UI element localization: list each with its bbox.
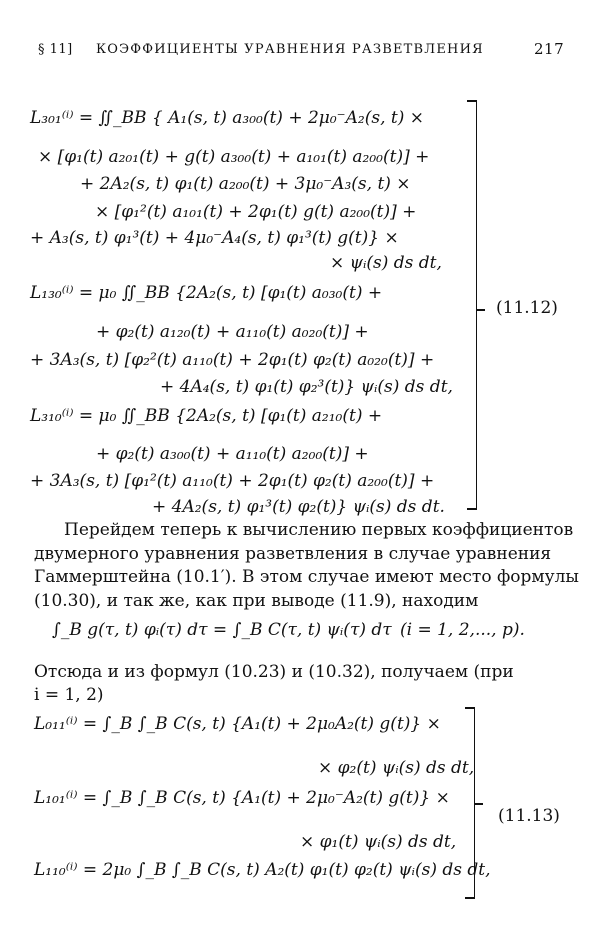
middle-equation-condition: (i = 1, 2,..., p). <box>400 620 525 640</box>
paragraph-line-1: Перейдем теперь к вычислению первых коэффициентов <box>64 520 574 540</box>
brace-bottom-tick <box>467 508 477 510</box>
eq-11-13-line-4: × φ₁(t) ψᵢ(s) ds dt, <box>300 832 457 852</box>
eq-11-12-line-2: × [φ₁(t) a₂₀₁(t) + g(t) a₃₀₀(t) + a₁₀₁(t) a₂₀₀(t)] + <box>38 147 430 167</box>
eq-11-13-line-2: × φ₂(t) ψᵢ(s) ds dt, <box>318 758 475 778</box>
paragraph-line-2: двумерного уравнения разветвления в случае уравнения <box>34 544 552 564</box>
eq-11-12-line-14: + 4A₂(s, t) φ₁³(t) φ₂(t)} ψᵢ(s) ds dt. <box>152 497 445 517</box>
eq-11-12-line-8: + φ₂(t) a₁₂₀(t) + a₁₁₀(t) a₀₂₀(t)] + <box>96 322 369 342</box>
paragraph2-line-1: Отсюда и из формул (10.23) и (10.32), получаем (при <box>34 662 514 682</box>
eq-11-12-line-12: + φ₂(t) a₃₀₀(t) + a₁₁₀(t) a₂₀₀(t)] + <box>96 444 369 464</box>
right-brace-11-12 <box>476 100 477 510</box>
eq-11-12-line-4: × [φ₁²(t) a₁₀₁(t) + 2φ₁(t) g(t) a₂₀₀(t)] + <box>95 202 417 222</box>
eq-11-13-line-3: L₁₀₁⁽ⁱ⁾ = ∫_B ∫_B C(s, t) {A₁(t) + 2μ₀⁻A₂(t) g(t)} × <box>34 788 450 808</box>
eq-11-12-line-11: L₃₁₀⁽ⁱ⁾ = μ₀ ∬_BB {2A₂(s, t) [φ₁(t) a₂₁₀(t) + <box>30 406 383 426</box>
brace-middle-tick <box>477 309 485 311</box>
eq-11-12-line-1: L₃₀₁⁽ⁱ⁾ = ∬_BB { A₁(s, t) a₃₀₀(t) + 2μ₀⁻A₂(s, t) × <box>30 108 425 128</box>
eq-11-13-line-1: L₀₁₁⁽ⁱ⁾ = ∫_B ∫_B C(s, t) {A₁(t) + 2μ₀A₂(t) g(t)} × <box>34 714 441 734</box>
brace2-middle-tick <box>475 803 483 805</box>
eq-11-13-line-5: L₁₁₀⁽ⁱ⁾ = 2μ₀ ∫_B ∫_B C(s, t) A₂(t) φ₁(t) φ₂(t) ψᵢ(s) ds dt, <box>34 860 491 880</box>
eq-11-12-line-6: × ψᵢ(s) ds dt, <box>330 253 442 273</box>
equation-number-11-12: (11.12) <box>496 298 558 318</box>
brace2-top-tick <box>465 707 475 709</box>
paragraph-line-3: Гаммерштейна (10.1′). В этом случае имеют место формулы <box>34 567 579 587</box>
brace-top-tick <box>467 100 477 102</box>
eq-11-12-line-13: + 3A₃(s, t) [φ₁²(t) a₁₁₀(t) + 2φ₁(t) φ₂(t) a₂₀₀(t)] + <box>30 471 435 491</box>
eq-11-12-line-3: + 2A₂(s, t) φ₁(t) a₂₀₀(t) + 3μ₀⁻A₃(s, t) × <box>80 174 411 194</box>
eq-11-12-line-5: + A₃(s, t) φ₁³(t) + 4μ₀⁻A₄(s, t) φ₁³(t) g(t)} × <box>30 228 399 248</box>
paragraph-line-4: (10.30), и так же, как при выводе (11.9), находим <box>34 591 479 611</box>
middle-equation: ∫_B g(τ, t) φᵢ(τ) dτ = ∫_B C(τ, t) ψᵢ(τ) dτ <box>52 620 392 640</box>
eq-11-12-line-9: + 3A₃(s, t) [φ₂²(t) a₁₁₀(t) + 2φ₁(t) φ₂(t) a₀₂₀(t)] + <box>30 350 435 370</box>
brace2-bottom-tick <box>465 897 475 899</box>
equation-number-11-13: (11.13) <box>498 806 560 826</box>
header-title: КОЭФФИЦИЕНТЫ УРАВНЕНИЯ РАЗВЕТВЛЕНИЯ <box>96 42 484 57</box>
header-section: § 11] <box>38 42 73 57</box>
eq-11-12-line-7: L₁₃₀⁽ⁱ⁾ = μ₀ ∬_BB {2A₂(s, t) [φ₁(t) a₀₃₀(t) + <box>30 283 383 303</box>
eq-11-12-line-10: + 4A₄(s, t) φ₁(t) φ₂³(t)} ψᵢ(s) ds dt, <box>160 377 453 397</box>
header-page-number: 217 <box>534 40 565 58</box>
paragraph2-line-2: i = 1, 2) <box>34 685 104 705</box>
